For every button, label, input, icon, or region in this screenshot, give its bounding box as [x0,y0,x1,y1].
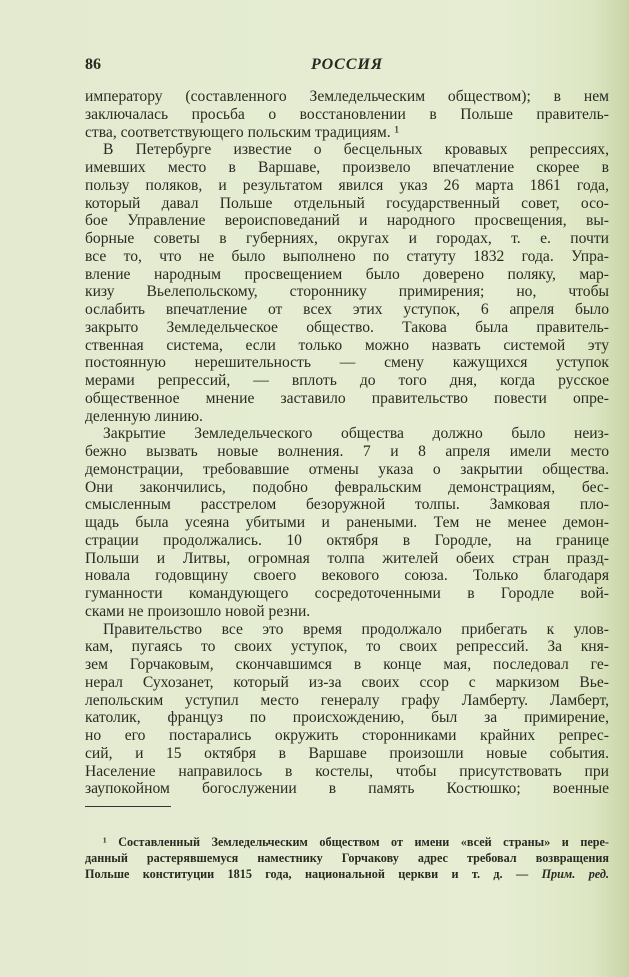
page-number: 86 [85,56,101,73]
text-line: общественное мнение заставило правительство повести опре- [85,389,609,407]
footnote-text: Польше конституции 1815 года, национальной церкви и т. д. — [85,867,529,881]
text-line: имевших место в Варшаве, произвело впечатление скорее в [85,159,609,176]
text-line: заупокойном богослужении в память Костюшко; военные [85,780,609,798]
text-line: мерами репрессий, — вплоть до того дня, когда русское [85,372,609,389]
text-line: В Петербурге известие о бесцельных кровавых репрессиях, [103,141,609,159]
running-header [85,56,609,76]
text-line: вление народным просвещением было доверено поляку, мар- [85,265,609,283]
text-line: смысленным расстрелом безоружной толпы. Замковая пло- [85,496,609,514]
text-line: ства, соответствующего польским традициям. ¹ [85,123,400,141]
text-line: который давал Польше отдельный государственный совет, осо- [85,194,609,212]
text-line: Польши и Литвы, огромная толпа жителей обеих стран празд- [85,549,609,567]
running-title: РОССИЯ [311,56,383,73]
text-line: пользу поляков, и результатом явился указ 26 марта 1861 года, [85,176,609,194]
text-line: заключалась просьба о восстановлении в Польше правитель- [85,105,609,123]
text-line: Население направилось в костелы, чтобы присутствовать при [85,762,609,780]
editor-note: Прим. ред. [541,867,610,881]
footnote [85,834,609,882]
paragraph [85,621,609,799]
text-line: борные советы в губерниях, округах и городах, т. е. почти [85,230,609,247]
text-line: бое Управление вероисповеданий и народного просвещения, вы- [85,212,609,230]
text-line: католик, француз по происхождению, был за примирение, [85,709,609,727]
text-line: ослабить впечатление от всех этих уступок, 6 апреля было [85,301,609,318]
text-line: зем Горчаковым, скончавшимся в конце мая, последовал ге- [85,656,609,673]
text-line: щадь была усеяна убитыми и ранеными. Тем не менее демон- [85,514,609,531]
text-line: новала годовщину своего векового союза. Только благодаря [85,567,609,585]
paragraph [85,425,609,620]
text-line: императору (составленного Земледельческим обществом); в нем [85,88,609,105]
text-line: все то, что не было выполнено по статуту 1832 года. Упра- [85,247,609,265]
text-line: сками не произошло новой резни. [85,602,311,620]
text-line: бежно вызвать новые волнения. 7 и 8 апреля имели место [85,443,609,460]
text-line: закрыто Земледельческое общество. Такова была правитель- [85,318,609,336]
footnote-line: ¹ Составленный Земледельческим обществом от имени «всей страны» и пере- [103,835,609,849]
paragraph [85,88,609,141]
text-line: Закрытие Земледельческого общества должно было неиз- [103,425,609,443]
text-line: Они закончились, подобно февральским демонстрациям, бес- [85,478,609,496]
footnote-line-last [85,866,609,882]
footnote-line: данный растерявшемуся наместнику Горчакову адрес требовал возвращения [85,851,609,865]
text-line: но его постарались окружить сторонниками крайних репрес- [85,727,609,744]
text-line: нерал Сухозанет, который из-за своих ссор с маркизом Вье- [85,673,609,691]
text-line: постоянную нерешительность — смену кажущихся уступок [85,354,609,372]
text-line: сий, и 15 октября в Варшаве произошли новые события. [85,744,609,762]
text-line: деленную линию. [85,407,203,425]
text-line: лепольским уступил место генералу графу Ламберту. Ламберт, [85,691,609,709]
text-line: ственная система, если только можно назвать системой эту [85,336,609,354]
body-text [85,88,609,798]
text-line: страции продолжались. 10 октября в Городле, на границе [85,531,609,549]
text-line: гуманности командующего сосредоточенными в Городле вой- [85,585,609,602]
paragraph [85,141,609,425]
text-line: Правительство все это время продолжало прибегать к улов- [103,620,609,638]
footnote-separator [85,806,171,807]
text-line: кам, пугаясь то своих уступок, то своих репрессий. За кня- [85,638,609,656]
text-line: кизу Вьелепольскому, стороннику примирения; но, чтобы [85,283,609,301]
text-line: демонстрации, требовавшие отмены указа о закрытии общества. [85,460,609,478]
